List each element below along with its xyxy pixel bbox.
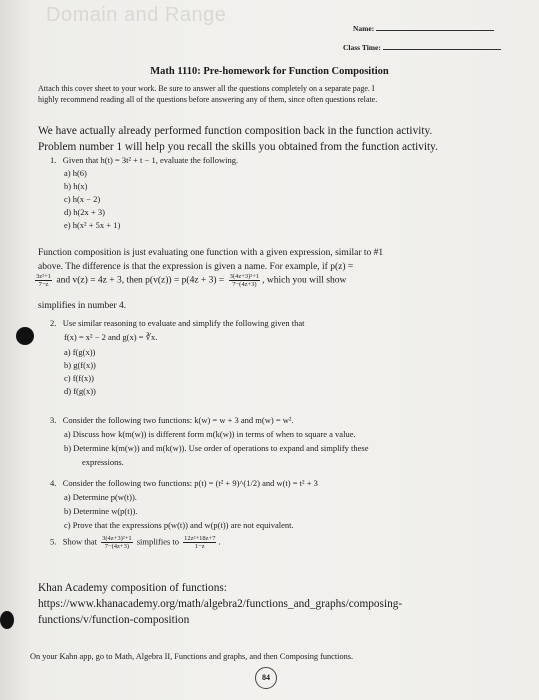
question-5-fraction-left xyxy=(101,535,133,550)
faded-heading-watermark: Domain and Range xyxy=(46,4,227,26)
khan-line-3: functions/v/function-composition xyxy=(38,614,190,626)
question-3-item-b-line-1: b) Determine k(m(w)) and m(k(w)). Use order of operations to expand and simplify these xyxy=(64,443,369,453)
question-3-item-b-line-2: expressions. xyxy=(82,457,124,467)
example-fraction-pv xyxy=(229,273,261,288)
question-4-item-b: b) Determine w(p(t)). xyxy=(64,506,138,516)
example-fraction-pv-denominator: 7−(4z+3) xyxy=(232,281,257,288)
question-5-fraction-right xyxy=(183,535,216,550)
binder-hole-punch xyxy=(16,327,34,345)
question-1-item-a: a) h(6) xyxy=(64,168,87,178)
footer-instructions: On your Kahn app, go to Math, Algebra II, Functions and graphs, and then Composing functions. xyxy=(30,652,354,661)
question-2-stem-2: f(x) = x² − 2 and g(x) = ∛x. xyxy=(64,332,158,342)
question-2-item-a: a) f(g(x)) xyxy=(64,347,96,357)
paragraph-1-line-1: We have actually already performed function composition back in the function activity. xyxy=(38,125,433,137)
paragraph-2-line-1: Function composition is just evaluating one function with a given expression, similar to #1 xyxy=(38,248,384,258)
khan-line-2: https://www.khanacademy.org/math/algebra2/functions_and_graphs/composing- xyxy=(38,598,403,610)
question-4-number: 4. xyxy=(50,478,57,488)
question-5-fraction-left-numerator: 3(4z+3)²+1 xyxy=(102,535,132,542)
paragraph-2-line-4: simplifies in number 4. xyxy=(38,301,127,311)
example-fraction-p xyxy=(35,273,52,288)
question-5-end: . xyxy=(218,536,221,547)
question-5-fraction-left-denominator: 7−(4z+3) xyxy=(104,543,130,550)
question-5-number: 5. xyxy=(50,536,57,547)
question-3-number: 3. xyxy=(50,415,57,425)
class-time-field xyxy=(343,43,501,52)
name-label: Name: xyxy=(353,24,375,33)
khan-line-1: Khan Academy composition of functions: xyxy=(38,582,227,594)
paragraph-2-line-3 xyxy=(33,273,346,288)
question-5-fraction-right-numerator: 12z²+18z+7 xyxy=(184,535,216,542)
question-4-item-c: c) Prove that the expressions p(w(t)) and w(p(t)) are not equivalent. xyxy=(64,520,294,530)
page-title: Math 1110: Pre-homework for Function Composition xyxy=(150,66,389,77)
paragraph-2-line-3-end: , which you will show xyxy=(262,275,347,286)
class-time-blank-line xyxy=(383,43,501,50)
question-4-text: Consider the following two functions: p(t) = (t² + 9)^(1/2) and w(t) = t² + 3 xyxy=(62,478,318,488)
question-5-show: Show that xyxy=(62,536,97,547)
question-4-item-a: a) Determine p(w(t)). xyxy=(64,492,137,502)
question-1-number: 1. xyxy=(50,155,57,165)
question-2-stem-1 xyxy=(50,317,304,329)
class-time-label: Class Time: xyxy=(343,43,381,52)
example-fraction-p-numerator: 3z²+1 xyxy=(36,273,51,280)
question-1-stem xyxy=(50,154,238,166)
example-fraction-pv-numerator: 3(4z+3)²+1 xyxy=(229,273,260,280)
question-1-item-d: d) h(2x + 3) xyxy=(64,207,105,217)
name-blank-line xyxy=(376,24,494,31)
question-3-text: Consider the following two functions: k(w) = w + 3 and m(w) = w². xyxy=(62,415,294,425)
question-1-text: Given that h(t) = 3t² + t − 1, evaluate the following. xyxy=(62,155,239,165)
question-1-item-c: c) h(x − 2) xyxy=(64,194,101,204)
paragraph-2-line-3-middle: and v(z) = 4z + 3, then p(v(z)) = p(4z + 3) = xyxy=(56,275,225,286)
page-number: 84 xyxy=(255,667,277,689)
question-2-item-d: d) f(g(x)) xyxy=(64,386,96,396)
question-1-item-b: b) h(x) xyxy=(64,181,88,191)
paragraph-2-line-2: above. The difference is that the expression is given a name. For example, if p(z) = xyxy=(38,262,354,272)
question-5-middle: simplifies to xyxy=(136,536,180,547)
question-1-item-e: e) h(x² + 5x + 1) xyxy=(64,220,121,230)
question-5 xyxy=(50,535,221,550)
question-3-stem xyxy=(50,414,294,426)
question-5-fraction-right-denominator: 1−z xyxy=(194,543,205,550)
question-2-item-c: c) f(f(x)) xyxy=(64,373,94,383)
question-2-text: Use similar reasoning to evaluate and simplify the following given that xyxy=(62,318,305,328)
paragraph-1-line-2: Problem number 1 will help you recall the skills you obtained from the function activity. xyxy=(38,141,438,153)
intro-line-1: Attach this cover sheet to your work. Be sure to answer all the questions completely on a separate page. I xyxy=(38,84,375,93)
binder-hole-punch-lower xyxy=(0,611,14,629)
question-2-item-b: b) g(f(x)) xyxy=(64,360,96,370)
example-fraction-p-denominator: 7−z xyxy=(38,281,49,288)
name-field xyxy=(353,24,494,33)
intro-line-2: highly recommend reading all of the questions before answering any of them, since often questions relate. xyxy=(38,95,378,104)
question-3-item-a: a) Discuss how k(m(w)) is different form m(k(w)) in terms of when to square a value. xyxy=(64,429,356,439)
question-4-stem xyxy=(50,477,318,489)
question-2-number: 2. xyxy=(50,318,57,328)
